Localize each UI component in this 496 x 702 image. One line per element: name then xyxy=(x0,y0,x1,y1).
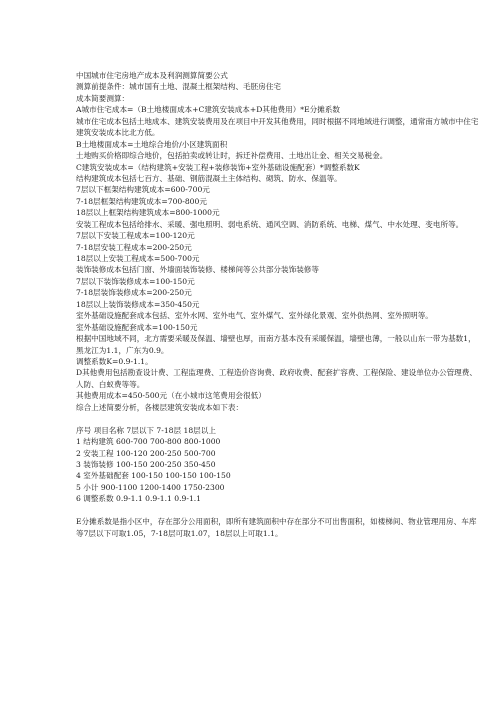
paragraph: 室外基础设施配套成本包括、室外水网、室外电气、室外煤气、室外绿化景观、室外供热网、室外照明等。 xyxy=(76,311,433,321)
paragraph: 7层以下框架结构建筑成本=600-700元 xyxy=(76,185,210,195)
paragraph: 综合上述简要分析，各楼层建筑安装成本如下表： xyxy=(76,402,244,412)
table-row: 6 调整系数 0.9-1.1 0.9-1.1 0.9-1.1 xyxy=(76,494,202,504)
blank-line xyxy=(76,413,496,424)
paragraph: 根据中国地域不同，北方需要采暖及保温、墙壁也厚，而南方基本没有采暖保温，墙壁也薄，一般以山东一带为基数1，黑龙江为1.1，广东为0.9。 xyxy=(76,334,476,355)
formula-b: B土地楼面成本=土地综合地价/小区建筑面积 xyxy=(76,139,228,149)
paragraph: 成本简要测算： xyxy=(76,93,130,103)
paragraph: 装饰装修成本包括门窗、外墙面装饰装修、楼梯间等公共部分装饰装修等 xyxy=(76,265,319,275)
paragraph: 18层以上装饰装修成本=350-450元 xyxy=(76,299,200,309)
paragraph: 7-18层框架结构建筑成本=700-800元 xyxy=(76,196,207,206)
paragraph: 18层以上安装工程成本=500-700元 xyxy=(76,254,200,264)
paragraph: 7层以下安装工程成本=100-120元 xyxy=(76,231,195,241)
blank-line xyxy=(76,505,496,516)
table-row: 5 小计 900-1100 1200-1400 1750-2300 xyxy=(76,482,225,492)
paragraph: 结构建筑成本包括七百方、基础、钢筋混凝土主体结构、砌筑、防水、保温等。 xyxy=(76,173,342,183)
formula-e: E分摊系数是指小区中，存在部分公用面积，即所有建筑面积中存在部分不可出售面积，如楼梯间、物业管理用房、车库等7层以下可取1.05，7-18层可取1.07，18层以上可取1.1。 xyxy=(76,517,477,538)
table-row: 4 室外基础配套 100-150 100-150 100-150 xyxy=(76,471,231,481)
paragraph: 城市住宅成本包括土地成本、建筑安装费用及在项目中开发其他费用，同时根据不同地域进行调整，通常南方城市中住宅建筑安装成本比北方低。 xyxy=(76,116,479,138)
formula-a: A城市住宅成本=（B土地楼面成本+C建筑安装成本+D其他费用）*E分摊系数 xyxy=(76,105,341,115)
paragraph: 7层以下装饰装修成本=100-150元 xyxy=(76,276,195,286)
formula-c: C建筑安装成本=（结构建筑+安装工程+装修装饰+室外基础设施配套）*调整系数K xyxy=(76,162,360,172)
table-row: 3 装饰装修 100-150 200-250 350-450 xyxy=(76,460,216,469)
paragraph: 调整系数K=0.9-1.1。 xyxy=(76,357,153,367)
formula-d: D其他费用包括勘查设计费、工程监理费、工程造价咨询费、政府收费、配套扩容费、工程保险、建设单位办公管理费、人防、白蚁费等等。 xyxy=(76,368,477,389)
paragraph: 测算前提条件：城市国有土地、混凝土框架结构、毛胚房住宅 xyxy=(76,82,282,92)
document-title: 中国城市住宅房地产成本及利润测算简要公式 xyxy=(76,71,228,80)
table-row: 2 安装工程 100-120 200-250 500-700 xyxy=(76,448,216,458)
paragraph: 7-18层安装工程成本=200-250元 xyxy=(76,242,192,252)
paragraph: 7-18层装饰装修成本=200-250元 xyxy=(76,288,192,298)
table-header-row: 序号 项目名称 7层以下 7-18层 18层以上 xyxy=(76,425,216,435)
paragraph: 室外基础设施配套成本=100-150元 xyxy=(76,322,198,332)
table-row: 1 结构建筑 600-700 700-800 800-1000 xyxy=(76,437,221,447)
paragraph: 其他费用成本=450-500元（在小城市这笔费用会很低） xyxy=(76,391,266,401)
paragraph: 土地购买价格即综合地价，包括拍卖或转让时，拆迁补偿费用、土地出让金、相关交易税金。 xyxy=(76,151,388,161)
paragraph: 18层以上框架结构建筑成本=800-1000元 xyxy=(76,208,220,218)
paragraph: 安装工程成本包括给排水、采暖、强电照明、弱电系统、通风空调、消防系统、电梯、煤气、中水处理、变电所等。 xyxy=(76,219,464,229)
document-body xyxy=(76,70,496,539)
